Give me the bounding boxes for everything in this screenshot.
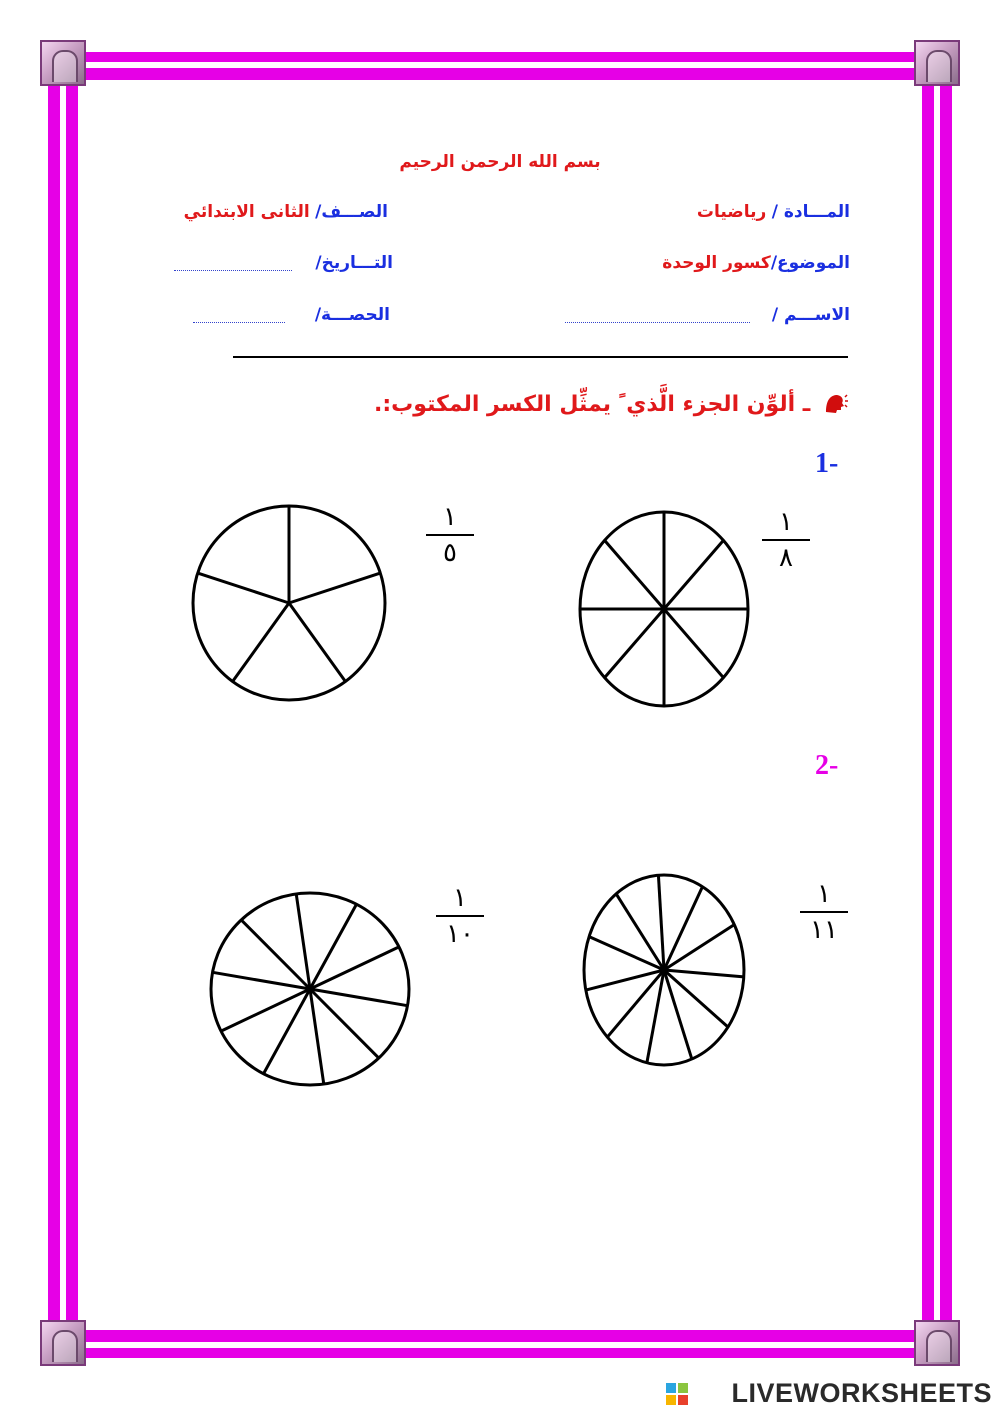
liveworksheets-logo-icon	[666, 1383, 688, 1405]
period-label: الحصـــة/	[314, 305, 390, 325]
fraction-numerator: ١	[453, 883, 467, 913]
fraction-numerator: ١	[817, 879, 831, 909]
fraction-denominator: ٥	[443, 538, 457, 568]
topic-value: كسور الوحدة	[662, 253, 771, 273]
date-label: التـــاريخ/	[315, 253, 393, 273]
fraction-denominator: ١٠	[446, 919, 474, 949]
question-number: 2-	[815, 750, 839, 781]
question-number: 1-	[815, 448, 839, 479]
watermark: LIVEWORKSHEETS	[731, 1378, 992, 1408]
name-label: الاســـم /	[771, 305, 850, 325]
topic-label: الموضوع/	[770, 253, 850, 273]
grade-value: الثانى الابتدائي	[183, 202, 310, 222]
subject-label: المـــادة /	[771, 202, 850, 222]
grade-label: الصـــف/	[315, 202, 388, 222]
instruction-text: ـ ألوِّن الجزء الَّذي ً يمثِّل الكسر المكتوب:.	[374, 392, 811, 417]
fraction-denominator: ٨	[779, 543, 793, 573]
subject-value: رياضيات	[696, 202, 767, 222]
fraction-numerator: ١	[779, 507, 793, 537]
basmala: بسم الله الرحمن الرحيم	[399, 152, 601, 172]
fraction-denominator: ١١	[810, 915, 838, 945]
fraction-numerator: ١	[443, 502, 457, 532]
